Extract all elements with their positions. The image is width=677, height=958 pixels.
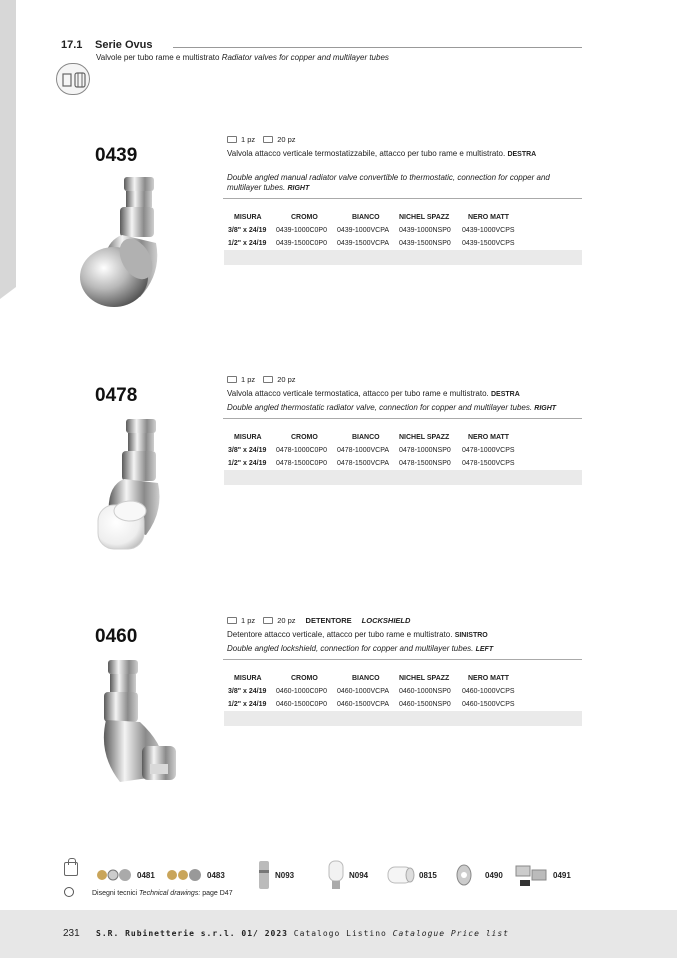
drawings-page-link[interactable]: page D47 (202, 890, 233, 897)
section-subtitle: Valvole per tubo rame e multistrato Radiator valves for copper and multilayer tubes (96, 53, 389, 62)
accessory-0483-thumb (166, 867, 204, 883)
section-rule (173, 47, 582, 48)
table-row: 3/8" x 24/19 0460-1000C0P0 0460-1000VCPA 0460-1000NSP0 0460-1000VCPS (228, 688, 515, 695)
box-icon (227, 617, 237, 624)
price-table (224, 210, 582, 265)
col-bianco: BIANCO (352, 674, 380, 682)
copper-multilayer-icon (56, 63, 90, 95)
valve-photo-white-head (70, 413, 190, 553)
box-icon (227, 376, 237, 383)
description-it: Detentore attacco verticale, attacco per tubo rame e multistrato. SINISTRO (227, 630, 488, 639)
lockshield-tag-en: LOCKSHIELD (361, 616, 411, 625)
col-nichel: NICHEL SPAZZ (399, 213, 450, 221)
col-misura: MISURA (234, 213, 262, 221)
divider (223, 418, 582, 419)
page-number: 231 (63, 928, 80, 939)
magnifier-icon (64, 887, 74, 897)
table-row: 1/2" x 24/19 0460-1500C0P0 0460-1500VCPA 0460-1500NSP0 0460-1500VCPS (228, 701, 515, 708)
product-code: 0460 (95, 626, 138, 647)
accessory-0490-thumb (456, 863, 472, 887)
packaging-info: 1 pz 20 pz (227, 135, 296, 144)
product-code: 0478 (95, 385, 138, 406)
carton-icon (263, 617, 273, 624)
col-bianco: BIANCO (352, 213, 380, 221)
col-nero: NERO MATT (468, 213, 510, 221)
packaging-info: 1 pz 20 pz (227, 375, 296, 384)
product-0460 (0, 618, 677, 838)
section-title: Serie Ovus (95, 39, 153, 51)
accessory-0491-thumb (512, 860, 550, 890)
accessory-0815-thumb (386, 863, 416, 887)
divider (223, 198, 582, 199)
description-en: Double angled thermostatic radiator valve, connection for copper and multilayer tubes. RIGHT (227, 403, 557, 412)
col-nichel: NICHEL SPAZZ (399, 674, 450, 682)
table-row: 1/2" x 24/19 0439-1500C0P0 0439-1500VCPA 0439-1500NSP0 0439-1500VCPS (228, 240, 515, 247)
product-0439 (0, 137, 677, 357)
accessory-N093-thumb (256, 860, 272, 890)
accessory-0490[interactable]: 0490 (456, 858, 503, 892)
table-row: 3/8" x 24/19 0439-1000C0P0 0439-1000VCPA 0439-1000NSP0 0439-1000VCPS (228, 227, 515, 234)
accessory-0491[interactable]: 0491 (512, 858, 571, 892)
lockshield-tag: DETENTORE (305, 616, 352, 625)
col-cromo: CROMO (291, 674, 318, 682)
accessory-0815[interactable]: 0815 (386, 858, 437, 892)
description-it: Valvola attacco verticale termostatica, attacco per tubo rame e multistrato. DESTRA (227, 389, 520, 398)
price-row-empty (224, 711, 582, 726)
accessory-N093[interactable]: N093 (256, 858, 294, 892)
valve-photo-chrome-head (70, 173, 190, 313)
technical-drawings-note: Disegni tecnici Technical drawings: page D47 (64, 885, 233, 897)
accessory-0483[interactable]: 0483 (166, 858, 225, 892)
lockshield-photo (70, 654, 190, 794)
box-icon (227, 136, 237, 143)
table-row: 3/8" x 24/19 0478-1000C0P0 0478-1000VCPA 0478-1000NSP0 0478-1000VCPS (228, 447, 515, 454)
col-misura: MISURA (234, 674, 262, 682)
col-cromo: CROMO (291, 433, 318, 441)
price-table (224, 671, 582, 726)
price-row-empty (224, 250, 582, 265)
accessory-0481-thumb (96, 867, 134, 883)
accessory-N094-thumb (326, 860, 346, 890)
divider (223, 659, 582, 660)
col-nero: NERO MATT (468, 674, 510, 682)
carton-icon (263, 376, 273, 383)
section-number: 17.1 (61, 39, 83, 51)
description-it: Valvola attacco verticale termostatizzabile, attacco per tubo rame e multistrato. DESTRA (227, 149, 537, 158)
page-footer (0, 910, 677, 958)
carton-icon (263, 136, 273, 143)
price-row-empty (224, 470, 582, 485)
shopping-bag-icon (64, 862, 78, 876)
product-code: 0439 (95, 145, 138, 166)
accessory-0481[interactable]: 0481 (96, 858, 155, 892)
col-nero: NERO MATT (468, 433, 510, 441)
description-en: Double angled lockshield, connection for copper and multilayer tubes. LEFT (227, 644, 494, 653)
footer-credits: S.R. Rubinetterie s.r.l. 01/ 2023 Catalogo Listino Catalogue Price list (96, 929, 509, 938)
col-misura: MISURA (234, 433, 262, 441)
packaging-info: 1 pz 20 pz DETENTORE LOCKSHIELD (227, 616, 410, 625)
accessory-N094[interactable]: N094 (326, 858, 368, 892)
product-0478 (0, 377, 677, 597)
col-nichel: NICHEL SPAZZ (399, 433, 450, 441)
description-en: Double angled manual radiator valve convertible to thermostatic, connection for copper and multilayer tubes. RIGHT (227, 173, 550, 192)
price-table (224, 430, 582, 485)
col-cromo: CROMO (291, 213, 318, 221)
section-header (61, 39, 582, 53)
table-row: 1/2" x 24/19 0478-1500C0P0 0478-1500VCPA 0478-1500NSP0 0478-1500VCPS (228, 460, 515, 467)
col-bianco: BIANCO (352, 433, 380, 441)
